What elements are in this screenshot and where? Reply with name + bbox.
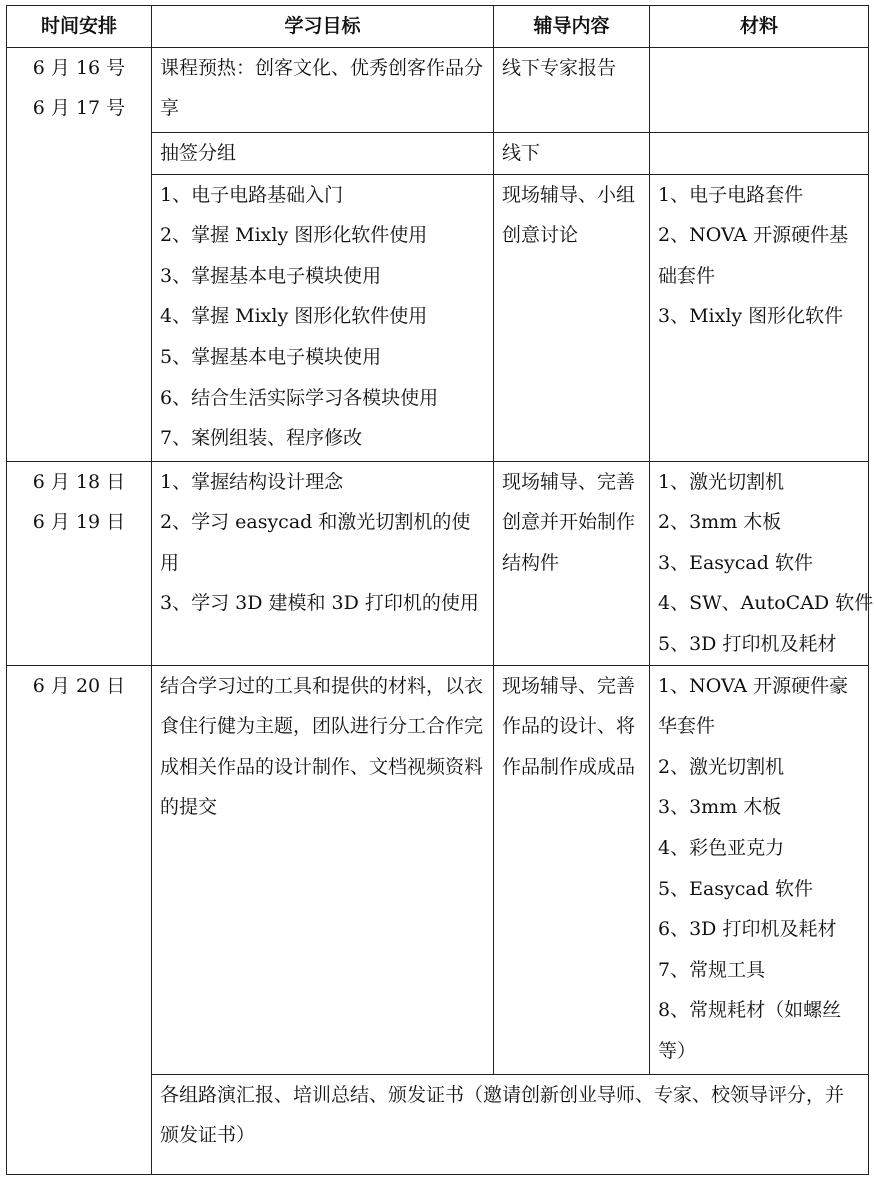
header-material: 材料 — [650, 6, 869, 48]
list-item: 7、案例组装、程序修改 — [160, 427, 363, 450]
guide-cell — [494, 47, 650, 132]
time-cell-day2 — [7, 461, 152, 665]
guide-text: 线下专家报告 — [502, 56, 617, 79]
guide-text: 现场辅导、小组创意讨论 — [502, 183, 636, 247]
list-item: 1、激光切割机 — [658, 470, 785, 493]
list-item: 3、学习 3D 建模和 3D 打印机的使用 — [160, 592, 479, 615]
guide-cell — [494, 461, 650, 665]
goal-text: 抽签分组 — [160, 141, 237, 164]
goal-text: 结合学习过的工具和提供的材料，以衣食住行健为主题，团队进行分工合作完成相关作品的设计制作、文档视频资料的提交 — [160, 674, 484, 819]
guide-text: 现场辅导、完善作品的设计、将作品制作成成品 — [502, 674, 636, 778]
list-item: 5、掌握基本电子模块使用 — [160, 345, 382, 368]
guide-cell — [494, 174, 650, 461]
list-item: 5、3D 打印机及耗材 — [658, 632, 837, 655]
list-item: 6、结合生活实际学习各模块使用 — [160, 386, 439, 409]
list-item: 2、3mm 木板 — [658, 511, 782, 534]
guide-text: 现场辅导、完善创意并开始制作结构件 — [502, 470, 636, 574]
header-time: 时间安排 — [7, 6, 152, 48]
list-item: 1、掌握结构设计理念 — [160, 470, 344, 493]
list-item: 3、3mm 木板 — [658, 796, 782, 819]
list-item: 1、NOVA 开源硬件豪华套件 — [658, 674, 849, 738]
material-list-cell — [650, 665, 869, 1074]
material-cell — [650, 47, 869, 132]
time-cell-day1 — [7, 47, 152, 461]
list-item: 4、掌握 Mixly 图形化软件使用 — [160, 305, 428, 328]
table-row — [7, 461, 869, 665]
goal-list-cell — [152, 461, 494, 665]
list-item: 5、Easycad 软件 — [658, 877, 813, 900]
table-row — [7, 665, 869, 1074]
material-list-cell — [650, 461, 874, 665]
list-item: 3、Easycad 软件 — [658, 551, 813, 574]
list-item: 1、电子电路套件 — [658, 183, 804, 206]
list-item: 7、常规工具 — [658, 958, 766, 981]
table-row — [7, 47, 869, 132]
list-item: 2、掌握 Mixly 图形化软件使用 — [160, 224, 428, 247]
time-line: 6 月 16 号 — [32, 56, 126, 79]
material-list-cell — [650, 174, 869, 461]
list-item: 2、激光切割机 — [658, 755, 785, 778]
final-text: 各组路演汇报、培训总结、颁发证书（邀请创新创业导师、专家、校领导评分，并颁发证书） — [160, 1083, 845, 1147]
time-cell-day3 — [7, 665, 152, 1174]
list-item: 6、3D 打印机及耗材 — [658, 918, 837, 941]
list-item: 3、掌握基本电子模块使用 — [160, 264, 382, 287]
guide-cell — [494, 132, 650, 174]
list-item: 1、电子电路基础入门 — [160, 183, 344, 206]
time-line: 6 月 17 号 — [32, 97, 126, 120]
material-cell — [650, 132, 869, 174]
guide-text: 线下 — [502, 141, 541, 164]
list-item: 2、NOVA 开源硬件基础套件 — [658, 224, 849, 287]
header-row — [7, 6, 869, 48]
guide-cell — [494, 665, 650, 1074]
goal-list-cell — [152, 174, 494, 461]
goal-cell — [152, 665, 494, 1074]
goal-text: 课程预热：创客文化、优秀创客作品分享 — [160, 56, 484, 120]
header-goal: 学习目标 — [152, 6, 494, 48]
time-line: 6 月 18 日 — [32, 470, 126, 493]
goal-cell — [152, 132, 494, 174]
schedule-table — [6, 5, 874, 1175]
list-item: 8、常规耗材（如螺丝等） — [658, 999, 842, 1062]
goal-cell — [152, 47, 494, 132]
time-line: 6 月 19 日 — [32, 511, 126, 534]
time-line: 6 月 20 日 — [32, 674, 126, 697]
final-cell — [152, 1074, 869, 1174]
header-guide: 辅导内容 — [494, 6, 650, 48]
list-item: 2、学习 easycad 和激光切割机的使用 — [160, 511, 471, 574]
list-item: 4、SW、AutoCAD 软件 — [658, 592, 874, 615]
list-item: 4、彩色亚克力 — [658, 836, 785, 859]
list-item: 3、Mixly 图形化软件 — [658, 305, 844, 328]
